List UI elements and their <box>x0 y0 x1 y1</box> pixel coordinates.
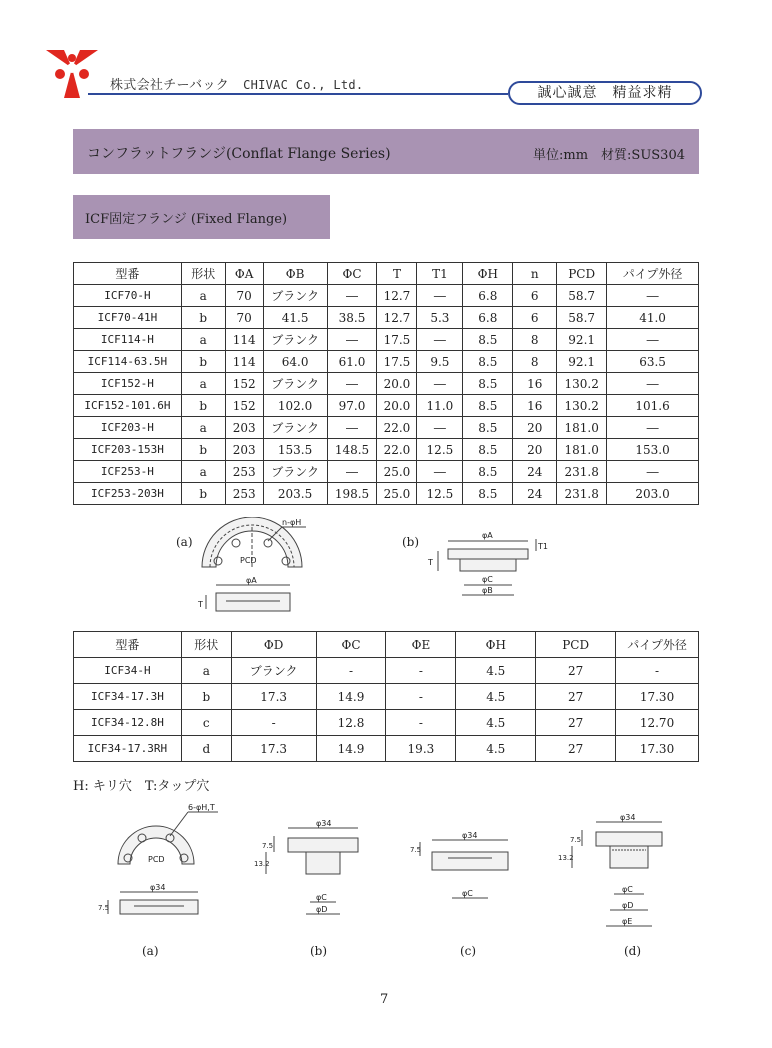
table-cell: b <box>181 684 231 710</box>
table-cell: ブランク <box>231 658 316 684</box>
table-cell: 17.3 <box>231 684 316 710</box>
table-row <box>74 329 699 351</box>
table-cell: 16 <box>513 395 557 417</box>
table-header-row <box>74 263 699 285</box>
column-header: パイプ外径 <box>616 632 699 658</box>
table-cell: a <box>181 285 225 307</box>
table-row <box>74 439 699 461</box>
table-row <box>74 461 699 483</box>
table-cell: ― <box>327 373 377 395</box>
fig2b-label-d: φD <box>316 905 328 914</box>
fig2b-label-132: 13.2 <box>254 860 270 868</box>
fig2c-label-34: φ34 <box>462 831 478 840</box>
motto-badge: 誠心誠意 精益求精 <box>508 81 702 105</box>
table-cell: 5.3 <box>417 307 463 329</box>
unit-material: 単位:mm 材質:SUS304 <box>533 148 685 163</box>
table-cell: 14.9 <box>316 684 386 710</box>
table-cell: 130.2 <box>557 395 607 417</box>
table-cell: ― <box>327 329 377 351</box>
table-cell: 97.0 <box>327 395 377 417</box>
model-cell: ICF253-203H <box>74 483 182 505</box>
model-cell: ICF70-41H <box>74 307 182 329</box>
table-cell: c <box>181 710 231 736</box>
table-cell: ― <box>327 285 377 307</box>
column-header: PCD <box>536 632 616 658</box>
table-cell: 17.30 <box>616 684 699 710</box>
table-cell: 25.0 <box>377 483 417 505</box>
table-cell: 8.5 <box>463 351 513 373</box>
table-cell: 8.5 <box>463 417 513 439</box>
table-cell: 9.5 <box>417 351 463 373</box>
table-cell: ― <box>417 329 463 351</box>
table-cell: 22.0 <box>377 439 417 461</box>
table-cell: 4.5 <box>456 736 536 762</box>
fig2b-label-34: φ34 <box>316 819 332 828</box>
fig2-drawing-d <box>556 812 676 940</box>
fig2d-label-75: 7.5 <box>570 836 582 844</box>
table-row <box>74 285 699 307</box>
table-cell: 25.0 <box>377 461 417 483</box>
model-cell: ICF34-12.8H <box>74 710 182 736</box>
fig1-drawing-b <box>424 527 556 605</box>
table-cell: 6.8 <box>463 307 513 329</box>
table-cell: b <box>181 351 225 373</box>
table-cell: 6 <box>513 307 557 329</box>
fig2b-label-75: 7.5 <box>262 842 274 850</box>
fig2-drawing-a <box>96 802 226 940</box>
table-cell: 58.7 <box>557 285 607 307</box>
table-cell: 14.9 <box>316 736 386 762</box>
table-cell: 17.5 <box>377 351 417 373</box>
table-cell: 12.7 <box>377 307 417 329</box>
table-cell: 22.0 <box>377 417 417 439</box>
table-cell: ブランク <box>263 461 327 483</box>
table-cell: a <box>181 373 225 395</box>
fig1-caption-b: (b) <box>402 535 420 549</box>
fig2c-label-c: φC <box>462 889 473 898</box>
table-cell: 27 <box>536 710 616 736</box>
model-cell: ICF152-H <box>74 373 182 395</box>
table-cell: 24 <box>513 483 557 505</box>
table-header-row <box>74 632 699 658</box>
table-cell: 92.1 <box>557 351 607 373</box>
table-cell: 8 <box>513 329 557 351</box>
table-row <box>74 351 699 373</box>
table-cell: 41.0 <box>607 307 699 329</box>
model-cell: ICF114-H <box>74 329 182 351</box>
table-cell: 20.0 <box>377 395 417 417</box>
table-cell: 101.6 <box>607 395 699 417</box>
table-row <box>74 684 699 710</box>
table-cell: 231.8 <box>557 483 607 505</box>
table-cell: 203 <box>225 417 263 439</box>
fig2-label-pcd: PCD <box>148 855 165 864</box>
table-cell: 19.3 <box>386 736 456 762</box>
fig2-caption-c: (c) <box>460 944 477 958</box>
model-cell: ICF34-17.3RH <box>74 736 182 762</box>
table-cell: 17.30 <box>616 736 699 762</box>
table-cell: 6 <box>513 285 557 307</box>
fig1-label-t: T <box>198 600 203 609</box>
column-header: ΦC <box>327 263 377 285</box>
fig1-label-nH: n-φH <box>282 518 302 527</box>
model-cell: ICF152-101.6H <box>74 395 182 417</box>
column-header: ΦD <box>231 632 316 658</box>
column-header: ΦC <box>316 632 386 658</box>
table-cell: 12.7 <box>377 285 417 307</box>
table-cell: ブランク <box>263 373 327 395</box>
fig2-drawing-c <box>408 828 528 912</box>
table-cell: 4.5 <box>456 684 536 710</box>
fig1b-label-t1: T1 <box>538 542 548 551</box>
table-cell: 63.5 <box>607 351 699 373</box>
table-cell: 17.3 <box>231 736 316 762</box>
table-cell: 41.5 <box>263 307 327 329</box>
table-cell: 12.70 <box>616 710 699 736</box>
model-cell: ICF34-H <box>74 658 182 684</box>
company-name-en: CHIVAC Co., Ltd. <box>243 78 364 92</box>
fig1-label-pcd: PCD <box>240 556 257 565</box>
icf34-spec-table <box>73 631 699 762</box>
table-cell: 27 <box>536 684 616 710</box>
header-rule <box>88 93 508 95</box>
table-cell: b <box>181 483 225 505</box>
table-cell: 70 <box>225 307 263 329</box>
table-cell: 198.5 <box>327 483 377 505</box>
table-row <box>74 710 699 736</box>
fig1b-label-c: φC <box>482 575 493 584</box>
table-cell: 27 <box>536 658 616 684</box>
table-cell: 130.2 <box>557 373 607 395</box>
column-header: n <box>513 263 557 285</box>
fig2a-label-34: φ34 <box>150 883 166 892</box>
table-cell: ― <box>607 461 699 483</box>
section-banner <box>73 129 699 174</box>
table-cell: 12.8 <box>316 710 386 736</box>
table-cell: b <box>181 395 225 417</box>
table-cell: 8.5 <box>463 439 513 461</box>
column-header: 型番 <box>74 263 182 285</box>
icf-spec-table <box>73 262 699 505</box>
model-cell: ICF34-17.3H <box>74 684 182 710</box>
table-row <box>74 307 699 329</box>
model-cell: ICF253-H <box>74 461 182 483</box>
table-row <box>74 373 699 395</box>
table-cell: 8.5 <box>463 329 513 351</box>
table-cell: - <box>231 710 316 736</box>
table-cell: ― <box>417 373 463 395</box>
table-row <box>74 417 699 439</box>
table-cell: 27 <box>536 736 616 762</box>
table-cell: 6.8 <box>463 285 513 307</box>
column-header: 型番 <box>74 632 182 658</box>
table-cell: 114 <box>225 351 263 373</box>
table-row <box>74 658 699 684</box>
fig2d-label-c: φC <box>622 885 633 894</box>
subsection-banner <box>73 195 330 239</box>
table-cell: 12.5 <box>417 439 463 461</box>
column-header: T <box>377 263 417 285</box>
table-cell: 8.5 <box>463 483 513 505</box>
subsection-title: ICF固定フランジ (Fixed Flange) <box>85 212 288 227</box>
column-header: 形状 <box>181 263 225 285</box>
table-cell: ブランク <box>263 329 327 351</box>
table-cell: 8 <box>513 351 557 373</box>
fig2d-label-e: φE <box>622 917 633 926</box>
table-cell: 231.8 <box>557 461 607 483</box>
fig2-caption-d: (d) <box>624 944 642 958</box>
table-cell: 16 <box>513 373 557 395</box>
table-cell: ― <box>327 417 377 439</box>
table-cell: 4.5 <box>456 658 536 684</box>
table-cell: 70 <box>225 285 263 307</box>
fig2d-label-d: φD <box>622 901 634 910</box>
model-cell: ICF203-H <box>74 417 182 439</box>
column-header: T1 <box>417 263 463 285</box>
table-row <box>74 483 699 505</box>
fig2c-label-75: 7.5 <box>410 846 422 854</box>
table-cell: 203.5 <box>263 483 327 505</box>
table-cell: 153.5 <box>263 439 327 461</box>
fig1b-label-a: φA <box>482 531 493 540</box>
column-header: パイプ外径 <box>607 263 699 285</box>
table-cell: a <box>181 329 225 351</box>
table-cell: 8.5 <box>463 461 513 483</box>
table-cell: 20 <box>513 417 557 439</box>
table-cell: 253 <box>225 483 263 505</box>
table-cell: 4.5 <box>456 710 536 736</box>
fig2-caption-b: (b) <box>310 944 328 958</box>
model-cell: ICF70-H <box>74 285 182 307</box>
table-cell: b <box>181 307 225 329</box>
table-cell: - <box>386 710 456 736</box>
table-cell: - <box>616 658 699 684</box>
fig1-label-a: φA <box>246 576 257 585</box>
table-cell: 17.5 <box>377 329 417 351</box>
company-name-jp: 株式会社チーバック <box>110 78 230 93</box>
table-cell: 11.0 <box>417 395 463 417</box>
fig2-caption-a: (a) <box>142 944 159 958</box>
fig2d-label-132: 13.2 <box>558 854 574 862</box>
section-title: コンフラットフランジ(Conflat Flange Series) <box>87 146 391 162</box>
table-cell: ― <box>607 285 699 307</box>
table-cell: a <box>181 658 231 684</box>
table-cell: 8.5 <box>463 395 513 417</box>
table-cell: 92.1 <box>557 329 607 351</box>
table-cell: 152 <box>225 395 263 417</box>
column-header: ΦH <box>463 263 513 285</box>
table-cell: 203.0 <box>607 483 699 505</box>
table-cell: 148.5 <box>327 439 377 461</box>
table-cell: ブランク <box>263 285 327 307</box>
table-cell: d <box>181 736 231 762</box>
table-cell: 20 <box>513 439 557 461</box>
table-cell: 153.0 <box>607 439 699 461</box>
table-row <box>74 736 699 762</box>
fig2-drawing-b <box>254 816 374 924</box>
table-cell: 8.5 <box>463 373 513 395</box>
table-cell: a <box>181 417 225 439</box>
fig2b-label-c: φC <box>316 893 327 902</box>
table-cell: ― <box>417 417 463 439</box>
table-cell: 24 <box>513 461 557 483</box>
table-row <box>74 395 699 417</box>
table-cell: 253 <box>225 461 263 483</box>
table-cell: 152 <box>225 373 263 395</box>
fig2-label-6h: 6-φH,T <box>188 803 215 812</box>
column-header: ΦA <box>225 263 263 285</box>
model-cell: ICF203-153H <box>74 439 182 461</box>
table-cell: 61.0 <box>327 351 377 373</box>
column-header: ΦE <box>386 632 456 658</box>
table-cell: ― <box>417 461 463 483</box>
table-cell: 102.0 <box>263 395 327 417</box>
column-header: ΦH <box>456 632 536 658</box>
fig1-caption-a: (a) <box>176 535 193 549</box>
table-cell: ― <box>417 285 463 307</box>
table-cell: b <box>181 439 225 461</box>
company-name <box>110 74 363 93</box>
table-cell: ― <box>607 373 699 395</box>
hole-note: H: キリ穴 T:タップ穴 <box>73 779 210 794</box>
table-cell: 64.0 <box>263 351 327 373</box>
column-header: 形状 <box>181 632 231 658</box>
fig2d-label-34: φ34 <box>620 813 636 822</box>
fig2a-label-75: 7.5 <box>98 904 110 912</box>
table-cell: 58.7 <box>557 307 607 329</box>
fig1b-label-b: φB <box>482 586 493 595</box>
table-cell: ― <box>327 461 377 483</box>
table-cell: ― <box>607 417 699 439</box>
table-cell: 181.0 <box>557 439 607 461</box>
fig1b-label-t: T <box>428 558 433 567</box>
table-cell: 20.0 <box>377 373 417 395</box>
table-cell: 12.5 <box>417 483 463 505</box>
table-cell: - <box>386 658 456 684</box>
column-header: PCD <box>557 263 607 285</box>
table-cell: a <box>181 461 225 483</box>
table-cell: ブランク <box>263 417 327 439</box>
table-cell: 203 <box>225 439 263 461</box>
page-number: 7 <box>380 992 389 1007</box>
model-cell: ICF114-63.5H <box>74 351 182 373</box>
table-cell: 38.5 <box>327 307 377 329</box>
table-cell: - <box>316 658 386 684</box>
fig1-drawing-a <box>196 517 308 621</box>
column-header: ΦB <box>263 263 327 285</box>
table-cell: 181.0 <box>557 417 607 439</box>
table-cell: 114 <box>225 329 263 351</box>
table-cell: ― <box>607 329 699 351</box>
table-cell: - <box>386 684 456 710</box>
